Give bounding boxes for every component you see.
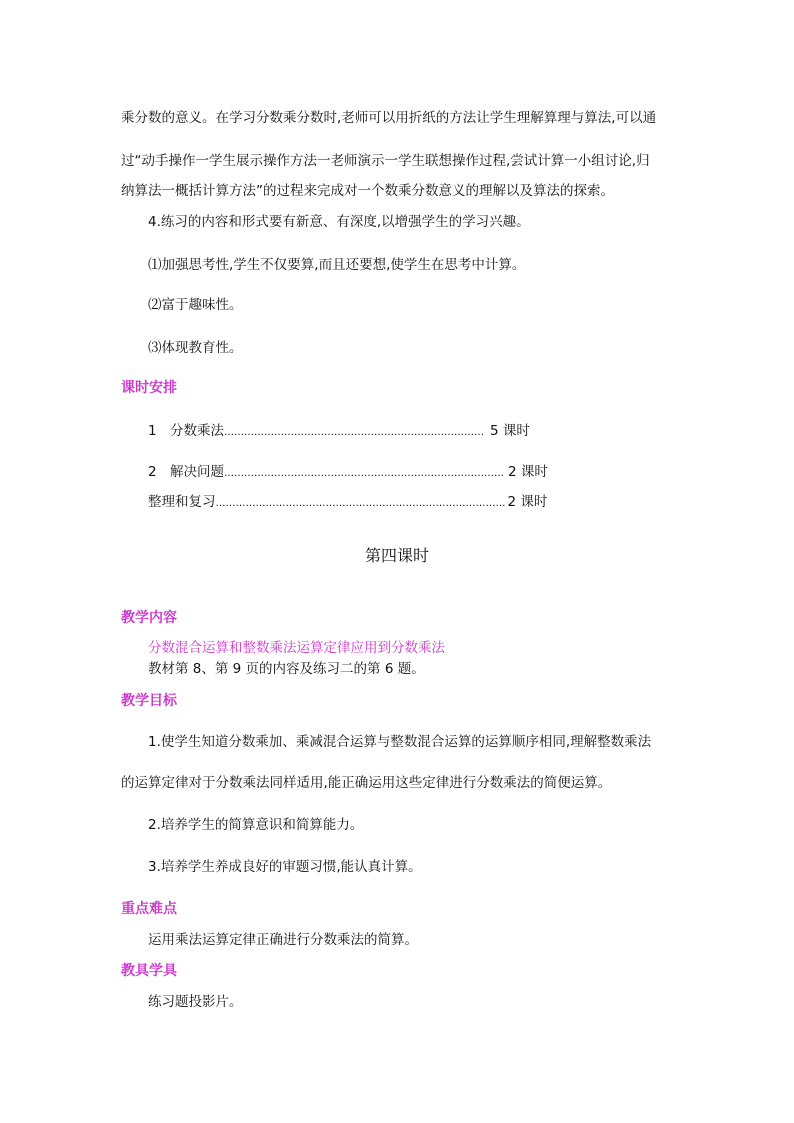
schedule-row-hours: 5 课时 — [490, 423, 530, 439]
schedule-row — [148, 421, 532, 443]
goal-line: 的运算定律对于分数乘法同样适用,能正确运用这些定律进行分数乘法的简便运算。 — [121, 775, 612, 791]
list-item: ⑵富于趣味性。 — [148, 297, 243, 313]
schedule-row-name: 整理和复习 — [148, 494, 216, 510]
schedule-row — [148, 462, 548, 484]
section-heading-key: 重点难点 — [121, 901, 177, 917]
goal-line: 2.培养学生的简算意识和简算能力。 — [148, 817, 364, 833]
paragraph-line: 过“动手操作一学生展示操作方法一老师演示一学生联想操作过程,尝试计算一小组讨论,归 — [121, 153, 650, 169]
goal-line: 3.培养学生养成良好的审题习惯,能认真计算。 — [148, 859, 422, 875]
goal-line: 1.使学生知道分数乘加、乘减混合运算与整数混合运算的运算顺序相同,理解整数乘法 — [148, 734, 652, 750]
schedule-row-number: 1 — [148, 423, 157, 439]
schedule-row-leader: …………………………………………………………………………… — [215, 498, 506, 509]
tools-text: 练习题投影片。 — [148, 994, 243, 1010]
paragraph-line: 乘分数的意义。在学习分数乘分数时,老师可以用折纸的方法让学生理解算理与算法,可以通 — [121, 110, 657, 126]
lesson-title: 第四课时 — [364, 546, 429, 565]
schedule-row-hours: 2 课时 — [507, 494, 548, 510]
section-heading-tools: 教具学具 — [121, 963, 177, 979]
paragraph-line: 纳算法一概括计算方法”的过程来完成对一个数乘分数意义的理解以及算法的探索。 — [121, 183, 614, 199]
schedule-row-leader: …………………………………………………………………… — [224, 427, 484, 438]
list-item: ⑶体现教育性。 — [148, 340, 243, 356]
content-text: 教材第 8、第 9 页的内容及练习二的第 6 题。 — [148, 661, 425, 677]
schedule-row-hours: 2 课时 — [508, 464, 548, 480]
section-heading-content: 教学内容 — [121, 610, 177, 626]
schedule-row-name: 分数乘法 — [170, 423, 224, 439]
section-heading-goals: 教学目标 — [121, 693, 177, 709]
schedule-row-number: 2 — [148, 464, 157, 480]
schedule-row-name: 解决问题 — [170, 464, 224, 480]
paragraph-line: 4.练习的内容和形式要有新意、有深度,以增强学生的学习兴趣。 — [148, 214, 530, 230]
schedule-row — [148, 492, 548, 514]
list-item: ⑴加强思考性,学生不仅要算,而且还要想,使学生在思考中计算。 — [148, 257, 526, 273]
section-heading-schedule: 课时安排 — [121, 380, 177, 396]
key-text: 运用乘法运算定律正确进行分数乘法的简算。 — [148, 932, 418, 948]
schedule-row-leader: ………………………………………………………………………… — [224, 468, 504, 479]
content-subtitle: 分数混合运算和整数乘法运算定律应用到分数乘法 — [148, 640, 445, 656]
